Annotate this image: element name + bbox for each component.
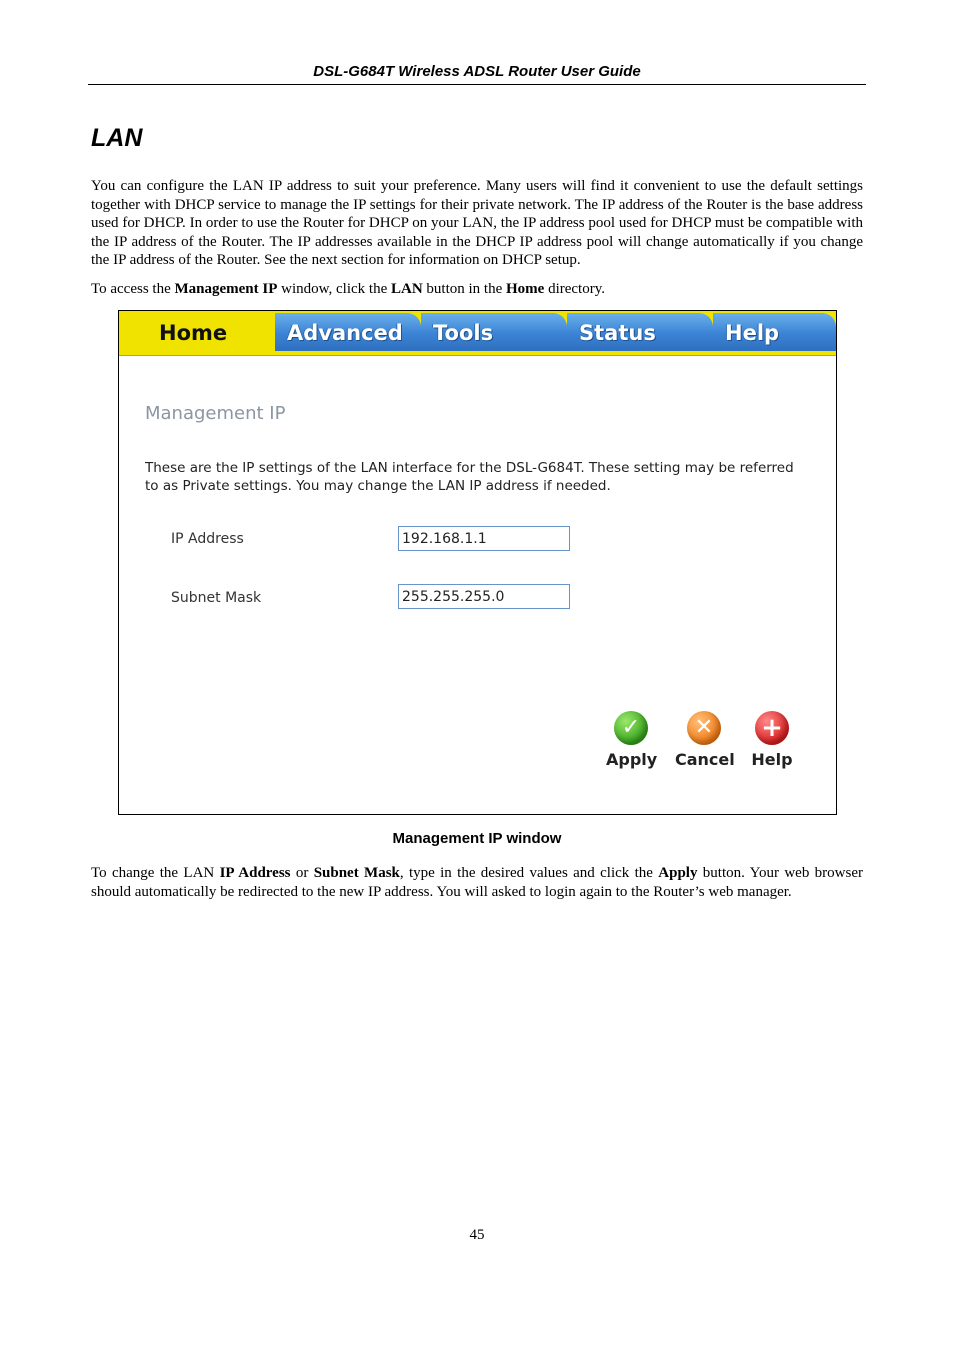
apply-label: Apply bbox=[606, 750, 658, 769]
running-header: DSL-G684T Wireless ADSL Router User Guide bbox=[88, 62, 866, 85]
text-run: To access the bbox=[91, 281, 175, 297]
text-run: , type in the desired values and click the bbox=[399, 865, 659, 881]
text-run: To change the LAN bbox=[91, 865, 220, 881]
apply-button[interactable] bbox=[606, 711, 656, 769]
subnet-mask-label: Subnet Mask bbox=[171, 590, 262, 606]
ip-address-label: IP Address bbox=[171, 531, 244, 547]
cancel-button[interactable] bbox=[675, 711, 733, 769]
help-label: Help bbox=[751, 750, 793, 769]
plus-icon: + bbox=[755, 711, 789, 745]
tab-home[interactable]: Home bbox=[119, 313, 275, 351]
page-number: 45 bbox=[469, 1227, 485, 1243]
tab-status[interactable]: Status bbox=[567, 313, 713, 351]
subnet-mask-input[interactable] bbox=[398, 584, 570, 609]
cancel-label: Cancel bbox=[675, 750, 735, 769]
tab-help[interactable]: Help bbox=[713, 313, 836, 351]
access-paragraph bbox=[91, 280, 863, 299]
help-button[interactable] bbox=[749, 711, 795, 769]
tab-bar bbox=[119, 311, 836, 356]
bold-run: Subnet Mask bbox=[313, 865, 400, 881]
bold-run: Management IP bbox=[174, 281, 278, 297]
bold-run: Apply bbox=[658, 865, 698, 881]
intro-paragraph: You can configure the LAN IP address to suit your preference. Many users will find it convenient to use the default settings together with DHCP service to manage the IP settings for their private network. The IP address of the Router is the base address used for DHCP. In order to use the Router for DHCP on your LAN, the IP address pool used for DHCP must be compatible with the IP address of the Router. The IP addresses available in the DHCP IP address pool will change automatically if you change the IP address of the Router. See the next section for information on DHCP setup. bbox=[91, 178, 863, 269]
change-paragraph bbox=[91, 864, 863, 901]
tab-tools[interactable]: Tools bbox=[421, 313, 567, 351]
text-run: button. Your web browser should automatically be redirected to the new IP address. You will asked to login again to the Router’s web manager. bbox=[91, 865, 863, 900]
text-run: button in the bbox=[422, 281, 506, 297]
x-icon: ✕ bbox=[687, 711, 721, 745]
panel-description: These are the IP settings of the LAN interface for the DSL-G684T. These setting may be referred to as Private settings. You may change the LAN IP address if needed. bbox=[145, 460, 794, 494]
bold-run: Home bbox=[506, 281, 545, 297]
text-run: or bbox=[290, 865, 314, 881]
ip-address-input[interactable] bbox=[398, 526, 570, 551]
panel-title: Management IP bbox=[145, 403, 286, 424]
bold-run: IP Address bbox=[219, 865, 291, 881]
section-title: LAN bbox=[91, 124, 143, 152]
management-ip-screenshot bbox=[118, 310, 837, 815]
figure-caption: Management IP window bbox=[392, 830, 562, 847]
bold-run: LAN bbox=[391, 281, 423, 297]
text-run: window, click the bbox=[277, 281, 391, 297]
check-icon: ✓ bbox=[614, 711, 648, 745]
tab-advanced[interactable]: Advanced bbox=[275, 313, 421, 351]
text-run: directory. bbox=[544, 281, 605, 297]
